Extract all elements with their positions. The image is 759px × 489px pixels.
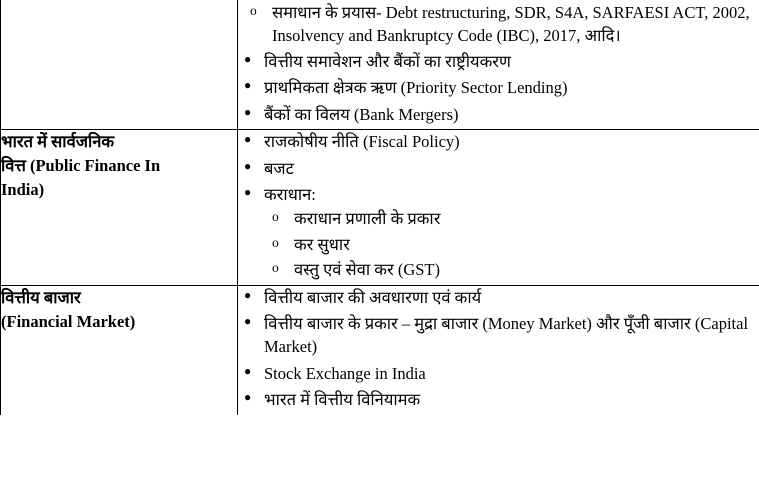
topic-list: [238, 130, 759, 282]
category-title-line1: भारत में सार्वजनिक: [1, 132, 115, 152]
topics-cell-public-finance: [238, 130, 759, 286]
continued-sublist: [238, 1, 759, 48]
list-item: o कराधान प्रणाली के प्रकार: [264, 207, 759, 230]
category-title: [1, 130, 237, 202]
list-item: ● वित्तीय बाजार की अवधारणा एवं कार्य: [238, 286, 759, 309]
list-item: o कर सुधार: [264, 233, 759, 256]
sub-list: [264, 207, 759, 281]
topic-list: [238, 286, 759, 412]
topics-cell-financial-market: [238, 285, 759, 415]
list-item: ● बैंकों का विलय (Bank Mergers): [238, 103, 759, 126]
list-item-label: कराधान:: [264, 184, 316, 204]
category-title-line2: (Financial Market): [1, 311, 136, 331]
topic-list: [238, 50, 759, 126]
topics-cell: [238, 0, 759, 130]
list-item: o समाधान के प्रयास- Debt restructuring, SDR, S4A, SARFAESI ACT, 2002, Insolvency and Bankruptcy Code (IBC), 2017, आदि।: [238, 1, 759, 48]
list-item: ● भारत में वित्तीय विनियामक: [238, 388, 759, 411]
list-item: ● प्राथमिकता क्षेत्रक ऋण (Priority Sector Lending): [238, 76, 759, 99]
table-row: [1, 130, 759, 286]
table-row: [1, 285, 759, 415]
category-title-empty: [1, 0, 237, 24]
category-cell-empty: [1, 0, 238, 130]
category-cell-financial-market: [1, 285, 238, 415]
list-item: ● Stock Exchange in India: [238, 362, 759, 385]
category-title: [1, 286, 237, 334]
sub-list: [238, 1, 759, 48]
list-item: ● वित्तीय समावेशन और बैंकों का राष्ट्रीयकरण: [238, 50, 759, 73]
list-item: [238, 183, 759, 282]
list-item: o वस्तु एवं सेवा कर (GST): [264, 258, 759, 281]
category-title-line2: वित्त (Public Finance In: [1, 156, 161, 176]
table-row: [1, 0, 759, 130]
category-cell-public-finance: [1, 130, 238, 286]
list-item: ● राजकोषीय नीति (Fiscal Policy): [238, 130, 759, 153]
category-title-line1: वित्तीय बाजार: [1, 287, 81, 307]
list-item: ● वित्तीय बाजार के प्रकार – मुद्रा बाजार (Money Market) और पूँजी बाजार (Capital Market): [238, 312, 759, 359]
category-title-line3: India): [1, 179, 45, 199]
list-item: ● बजट: [238, 157, 759, 180]
